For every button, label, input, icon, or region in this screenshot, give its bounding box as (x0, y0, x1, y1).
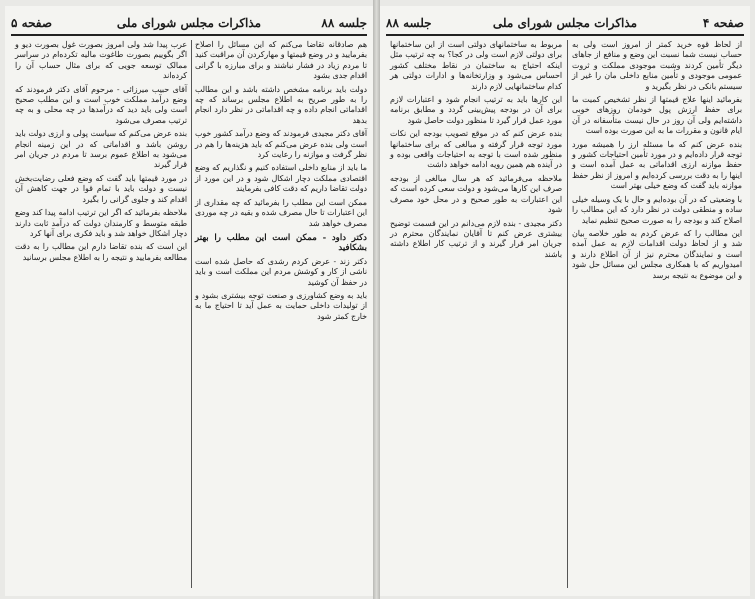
paragraph: ملاحظه می‌فرمائید که هر سال مبالغی از بودجه صرف این کارها می‌شود و دولت سعی کرده است که این اعتبارات به طور صحیح و در محل خود مصرف شود (390, 173, 562, 215)
paragraph: دکتر زند - عرض کردم رشدی که حاصل شده است ناشی از کار و کوشش مردم این مملکت است و باید در حفظ آن کوشید (195, 256, 367, 287)
paragraph: بنده عرض کنم که ما مسئله ارز را همیشه مورد توجه قرار داده‌ایم و در مورد تأمین احتیاجات کشور و حفظ موازنه ارزی اقداماتی به عمل آمده است و اینها را به دقت بررسی کرده‌ایم و امروز از نظر حفظ موازنه باید گفت که وضع خیلی بهتر است (572, 139, 742, 191)
column-divider (191, 40, 192, 588)
page-4 (380, 6, 750, 596)
page-header (11, 12, 367, 36)
page-number: صفحه ۵ (11, 16, 53, 30)
publication-title: مذاکرات مجلس شورای ملی (116, 16, 262, 30)
paragraph: ما باید از منابع داخلی استفاده کنیم و نگذاریم که وضع اقتصادی مملکت دچار اشکال شود و در این مورد از دولت تقاضا داریم که دقت کافی بفرمایند (195, 163, 367, 194)
paragraph: ملاحظه بفرمائید که اگر این ترتیب ادامه پیدا کند وضع طبقه متوسط و کارمندان دولت که درآمد ثابت دارند دچار اشکال خواهد شد و باید فکری برای آنها کرد (15, 208, 187, 238)
text-column-left (390, 40, 562, 263)
page-number: صفحه ۴ (702, 16, 744, 30)
page-header (386, 12, 744, 36)
session-number: جلسه ۸۸ (386, 16, 432, 30)
paragraph: این کارها باید به ترتیب انجام شود و اعتبارات لازم برای آن در بودجه پیش‌بینی گردد و مطابق برنامه مورد عمل قرار گیرد تا منظور دولت حاصل شود (390, 95, 562, 125)
paragraph: این است که بنده تقاضا دارم این مطالب را به دقت مطالعه بفرمایید و نتیجه را به اطلاع مجلس برسانید (15, 242, 187, 262)
paragraph: بنده عرض کنم که در موقع تصویب بودجه این نکات مورد توجه قرار گرفته و مبالغی که برای ساختمانها منظور شده است با توجه به احتیاجات واقعی بوده و در آینده هم همین رویه ادامه خواهد داشت (390, 129, 562, 170)
paragraph: باید به وضع کشاورزی و صنعت توجه بیشتری بشود و از تولیدات داخلی حمایت به عمل آید تا احتیاج ما به خارج کمتر شود (195, 290, 367, 321)
session-number: جلسه ۸۸ (321, 16, 367, 30)
paragraph: بفرمائید اینها علاج قیمتها از نظر تشخیص کمیت ما برای حفظ ارزش پول خودمان روزهای خوبی داشته‌ایم ولی آن روز در حال نیست متأسفانه در آن ایام قانون و مقررات ما به این صورت بوده است (572, 95, 742, 136)
paragraph: آقای حبیب میرزائی - مرحوم آقای دکتر فرمودند که وضع درآمد مملکت خوب است و این مطلب صحیح است ولی باید دید که درآمدها در چه محلی و به چه ترتیب مصرف می‌شود (15, 84, 187, 125)
paragraph: بنده عرض می‌کنم که سیاست پولی و ارزی دولت باید روشن باشد و اقداماتی که در این زمینه انجام می‌شود به اطلاع عموم برسد تا مردم در جریان امر قرار گیرند (15, 129, 187, 170)
paragraph: هم صادقانه تقاضا می‌کنم که این مسائل را اصلاح بفرمایید و در وضع قیمتها و مهارکردن آن مراقبت کنید تا مردم زیاد در فشار نباشند و برای مبارزه با گرانی اقدام جدی بشود (194, 40, 367, 81)
paragraph: با وضعیتی که در آن بوده‌ایم و حال با یک وسیله خیلی ساده و منطقی دولت در نظر دارد که این مطالب را اصلاح کند و بودجه را به صورت صحیح تنظیم نماید (572, 194, 742, 225)
paragraph: دولت باید برنامه مشخص داشته باشد و این مطالب را به طور صریح به اطلاع مجلس برساند که چه اقداماتی انجام داده و چه اقداماتی در نظر دارد انجام بدهد (195, 84, 367, 125)
paragraph: این مطالب را که عرض کردم به طور خلاصه بیان شد و از لحاظ دولت اقدامات لازم به عمل آمده است و نمایندگان محترم نیز از آن اطلاع دارند و امیدواریم که با همکاری مجلس این مسائل حل شود و این موضوع به نتیجه برسد (572, 228, 742, 280)
paragraph: عرب پیدا شد ولی امروز بصورت غول بصورت دیو و اگر بگوییم بصورت طاغوت مالیه تکرده‌ام در سراسر ممالک توسعه جویی که برای مثال حساب آن را کرده‌اند (15, 40, 187, 81)
book-gutter (373, 0, 380, 599)
paragraph: آقای دکتر مجیدی فرمودند که وضع درآمد کشور خوب است ولی بنده عرض می‌کنم که باید هزینه‌ها را هم در نظر گرفت و موازنه را رعایت کرد (195, 129, 367, 160)
paragraph: ممکن است این مطلب را بفرمائید که چه مقداری از این اعتبارات تا حال مصرف شده و بقیه در چه موردی مصرف خواهد شد (195, 197, 367, 228)
paragraph: در مورد قیمتها باید گفت که وضع فعلی رضایت‌بخش نیست و دولت باید با تمام قوا در جهت کاهش آن اقدام کند و جلوی گرانی را بگیرد (15, 173, 187, 204)
paragraph: دکتر مجیدی - بنده لازم می‌دانم در این قسمت توضیح بیشتری عرض کنم تا آقایان نمایندگان محترم در جریان امر قرار گیرند و از ترتیب کار اطلاع داشته باشند (390, 218, 562, 259)
text-column-right (572, 40, 742, 284)
column-divider (567, 40, 568, 588)
paragraph: از لحاظ قوه خرید کمتر از امروز است ولی به حساب نیست شما نسبت این وضع و منافع از جاهای دیگر تأمین کردند وشبت موجودی مملکت و ثروت عمومی موجودی و تأمین منابع داخلی مان را غیر از سیستم بانکی در نظر بگیرید و (572, 40, 742, 91)
speaker-line: دکتر داود - ممکن است این مطلب را بهتر بشکافید (195, 232, 367, 254)
paragraph: مربوط به ساختمانهای دولتی است از این ساختمانها برای دولتی لازم است ولی در کجا؟ به چه ترتیب مثل اینکه احتیاج به ساختمان در نقاط مختلف کشور احساس می‌شود و وزارتخانه‌ها و ادارات دولتی هر کدام ساختمانهایی لازم دارند (390, 40, 562, 91)
text-column-right (195, 40, 367, 325)
page-5 (5, 6, 373, 596)
publication-title: مذاکرات مجلس شورای ملی (492, 16, 638, 30)
text-column-left (15, 40, 187, 266)
